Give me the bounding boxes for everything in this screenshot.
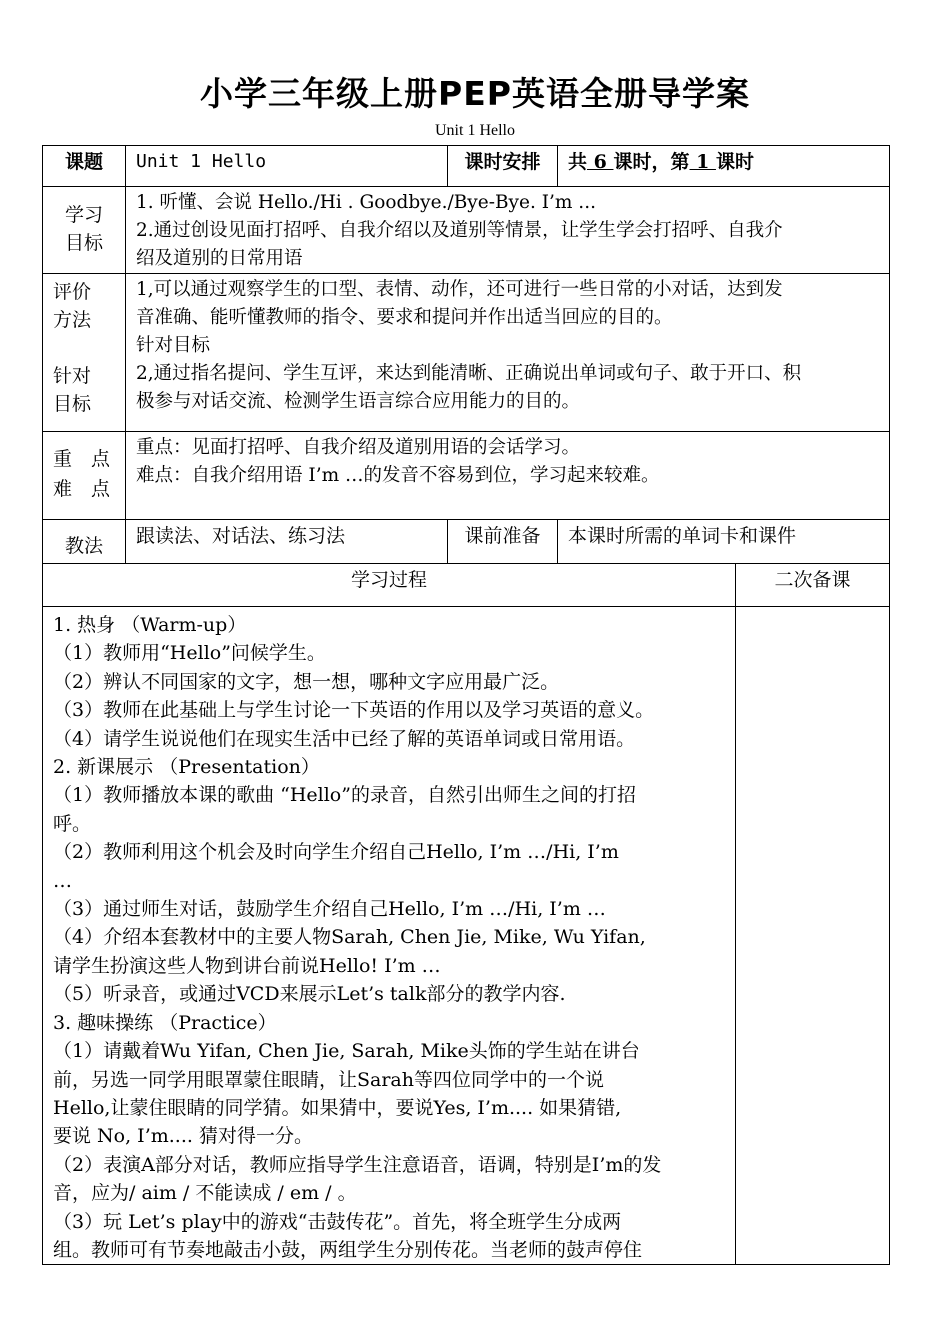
process-line-10: … xyxy=(53,869,72,892)
process-line-3: （2）辨认不同国家的文字，想一想，哪种文字应用最广泛。 xyxy=(53,670,560,693)
process-line-12: （4）介绍本套教材中的主要人物Sarah, Chen Jie, Mike, Wu Yifan, xyxy=(53,926,646,949)
topic-label: 课题 xyxy=(43,146,126,187)
process-line-22: （3）玩 Let’s play中的游戏“击鼓传花”。首先，将全班学生分成两 xyxy=(53,1210,622,1233)
process-line-6: 2. 新课展示 （Presentation） xyxy=(53,756,320,779)
prep-label: 课前准备 xyxy=(448,520,558,564)
process-line-1: 1. 热身 （Warm-up） xyxy=(53,614,247,636)
process-line-18: Hello,让蒙住眼睛的同学猜。如果猜中，要说Yes, I’m.... 如果猜错, xyxy=(53,1096,622,1119)
evaluation-content xyxy=(126,274,890,432)
evaluation-line-1: 1,可以通过观察学生的口型、表情、动作，还可进行一些日常的小对话，达到发 xyxy=(136,279,783,300)
prep-value: 本课时所需的单词卡和课件 xyxy=(558,520,890,564)
goals-label xyxy=(43,187,126,274)
evaluation-label-spacer xyxy=(43,334,125,362)
evaluation-label-line-1: 评价 xyxy=(53,281,92,303)
schedule-value xyxy=(558,146,890,187)
evaluation-label xyxy=(43,274,126,432)
goals-row xyxy=(43,187,890,274)
schedule-label: 课时安排 xyxy=(448,146,558,187)
process-line-16: （1）请戴着Wu Yifan, Chen Jie, Sarah, Mike头饰的学生站在讲台 xyxy=(53,1040,640,1063)
process-line-7: （1）教师播放本课的歌曲 “Hello”的录音，自然引出师生之间的打招 xyxy=(53,784,636,807)
process-line-23: 组。教师可有节奏地敲击小鼓，两组学生分别传花。当老师的鼓声停住 xyxy=(53,1238,643,1261)
lesson-plan-table xyxy=(42,145,890,1265)
topic-value xyxy=(126,146,448,187)
goals-content xyxy=(126,187,890,274)
process-line-13: 请学生扮演这些人物到讲台前说Hello! I’m … xyxy=(53,954,441,977)
process-line-21: 音，应为/ aim / 不能读成 / em / 。 xyxy=(53,1182,357,1205)
document-title: 小学三年级上册PEP英语全册导学案 xyxy=(200,74,750,113)
process-content xyxy=(43,607,736,1265)
schedule-suffix: 课时 xyxy=(715,151,754,173)
key-points-content xyxy=(126,432,890,520)
secondary-prep-header: 二次备课 xyxy=(736,564,890,607)
secondary-prep-cell xyxy=(736,607,890,1265)
evaluation-line-4: 2,通过指名提问、学生互评，来达到能清晰、正确说出单词或句子、敢于开口、积 xyxy=(136,363,802,384)
key-points-label xyxy=(43,432,126,520)
evaluation-label-line-4: 目标 xyxy=(53,393,92,415)
goals-line-2: 2.通过创设见面打招呼、自我介绍以及道别等情景，让学生学会打招呼、自我介 xyxy=(136,220,783,241)
evaluation-row xyxy=(43,274,890,432)
methods-value: 跟读法、对话法、练习法 xyxy=(126,520,448,564)
goals-line-1: 1. 听懂、会说 Hello./Hi . Goodbye./Bye-Bye. I’m ... xyxy=(136,192,596,213)
process-line-8: 呼。 xyxy=(53,812,92,835)
methods-row xyxy=(43,520,890,564)
process-header: 学习过程 xyxy=(43,564,736,607)
evaluation-label-line-2: 方法 xyxy=(53,309,92,331)
key-points-row xyxy=(43,432,890,520)
difficulty-line: 难点：自我介绍用语 I’m …的发音不容易到位，学习起来较难。 xyxy=(136,465,660,486)
process-line-5: （4）请学生说说他们在现实生活中已经了解的英语单词或日常用语。 xyxy=(53,727,636,750)
schedule-mid: 课时，第 xyxy=(613,151,690,173)
methods-label: 教法 xyxy=(43,520,126,564)
process-line-15: 3. 趣味操练 （Practice） xyxy=(53,1011,277,1034)
process-line-20: （2）表演A部分对话，教师应指导学生注意语音，语调，特别是I’m的发 xyxy=(53,1153,662,1176)
goals-label-line-1: 学习 xyxy=(64,204,103,226)
schedule-prefix: 共 xyxy=(568,151,588,173)
process-line-14: （5）听录音，或通过VCD来展示Let’s talk部分的教学内容. xyxy=(53,983,566,1006)
schedule-current: 1 xyxy=(689,151,716,173)
process-line-9: （2）教师利用这个机会及时向学生介绍自己Hello, I’m …/Hi, I’m xyxy=(53,841,619,864)
topic-value-text: Unit 1 Hello xyxy=(136,151,267,172)
process-line-19: 要说 No, I’m.... 猜对得一分。 xyxy=(53,1125,313,1148)
process-content-row xyxy=(43,607,890,1265)
key-points-label-line-1: 重 点 xyxy=(53,448,111,470)
key-point-line: 重点：见面打招呼、自我介绍及道别用语的会话学习。 xyxy=(136,437,581,458)
schedule-total: 6 xyxy=(587,151,614,173)
key-points-label-line-2: 难 点 xyxy=(53,478,111,500)
process-header-row xyxy=(43,564,890,607)
process-line-4: （3）教师在此基础上与学生讨论一下英语的作用以及学习英语的意义。 xyxy=(53,699,655,722)
topic-row xyxy=(43,146,890,187)
process-line-2: （1）教师用“Hello”问候学生。 xyxy=(53,642,326,665)
evaluation-line-3: 针对目标 xyxy=(136,335,211,356)
evaluation-line-5: 极参与对话交流、检测学生语言综合应用能力的目的。 xyxy=(136,391,581,412)
evaluation-label-line-3: 针对 xyxy=(53,365,92,387)
process-line-11: （3）通过师生对话，鼓励学生介绍自己Hello, I’m …/Hi, I’m … xyxy=(53,898,606,921)
process-line-17: 前，另选一同学用眼罩蒙住眼睛，让Sarah等四位同学中的一个说 xyxy=(53,1068,604,1091)
goals-label-line-2: 目标 xyxy=(64,232,103,254)
document-subtitle: Unit 1 Hello xyxy=(435,122,515,139)
goals-line-3: 绍及道别的日常用语 xyxy=(136,248,303,269)
evaluation-line-2: 音准确、能听懂教师的指令、要求和提问并作出适当回应的目的。 xyxy=(136,307,673,328)
